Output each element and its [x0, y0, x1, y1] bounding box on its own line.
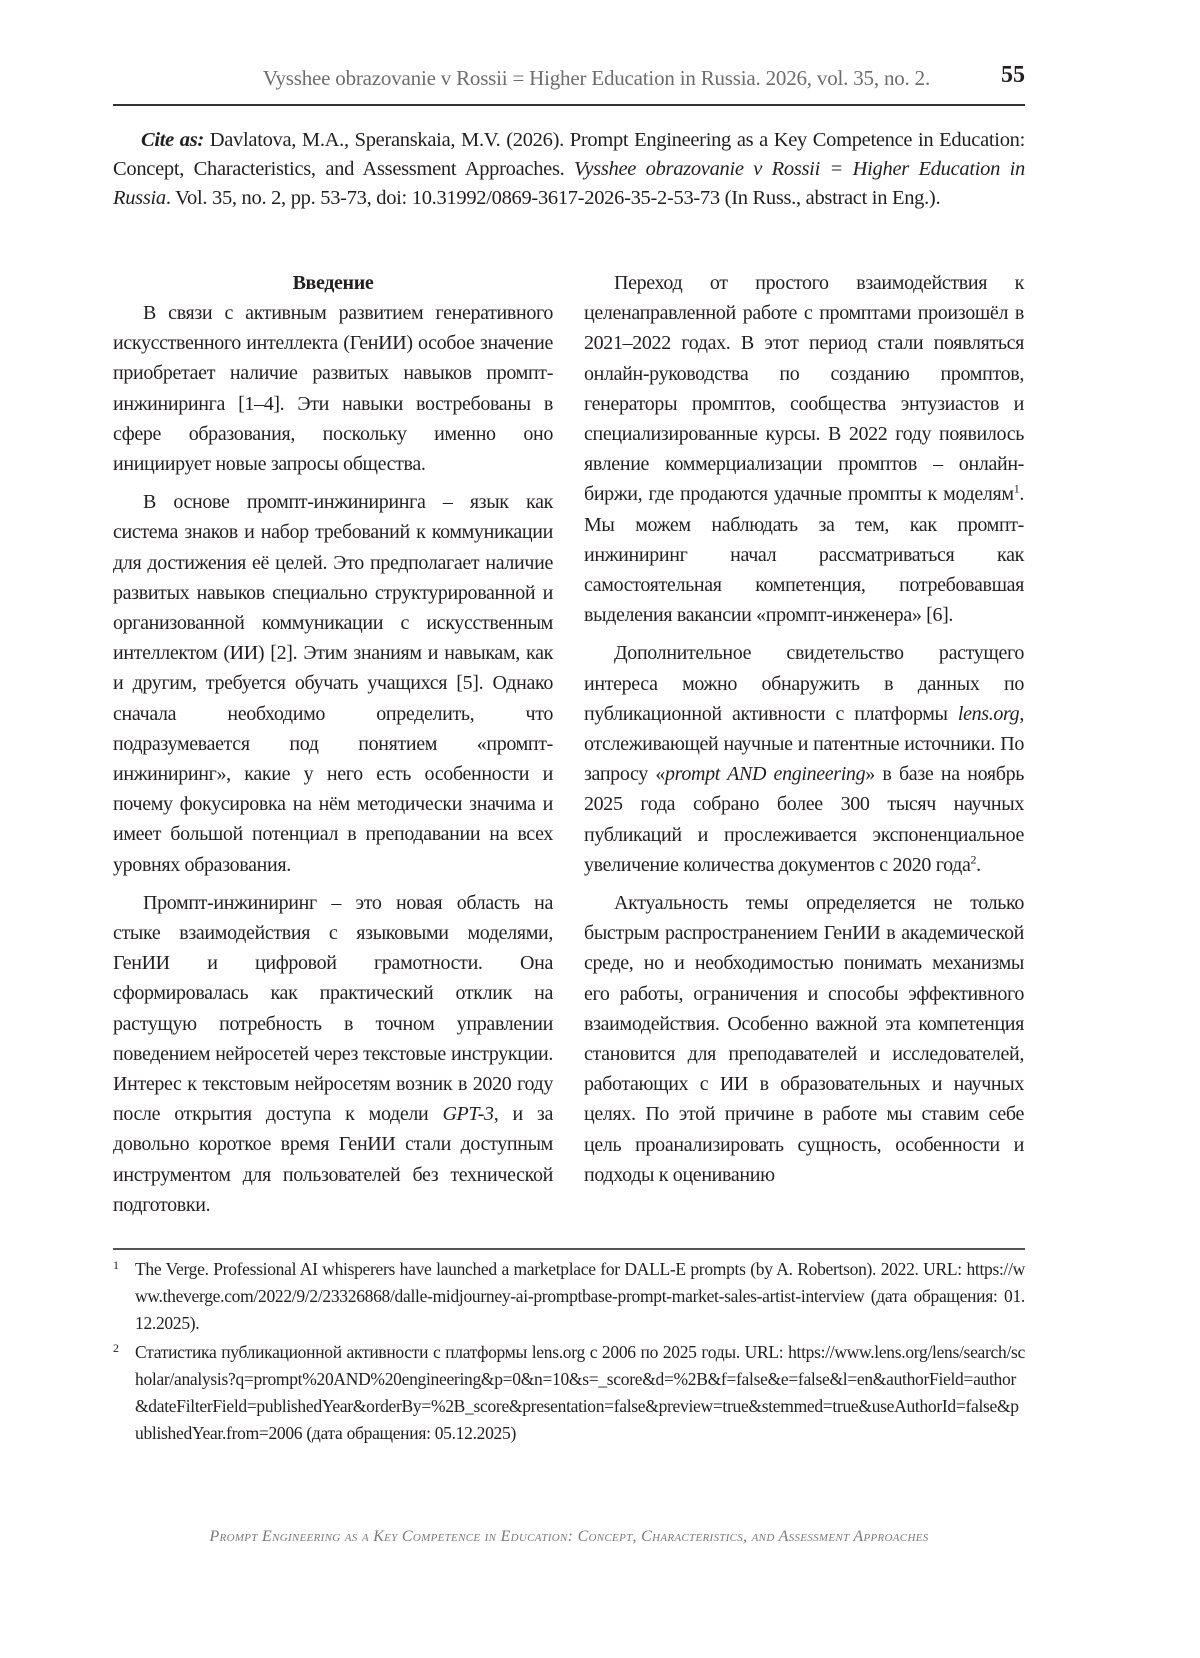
text-segment: Актуальность темы определяется не только быстрым распространением ГенИИ в академической среде, но и необходимостью понимать механизмы его работы, ограничения и способы эффективного взаимодействия. Особенно важной эта компетенция становится для преподавателей и исследователей, работающих с ИИ в образовательных и научных целях. По этой причине в работе мы ставим себе цель проанализировать сущность, особенности и подходы к оцениванию: [584, 892, 1024, 1186]
text-segment: В основе промпт-инжиниринга – язык как система знаков и набор требований к коммуникации для достижения её целей. Это предполагает наличие развитых навыков специально структурированной и организованной коммуникации с искусственным интеллектом (ИИ) [2]. Этим знаниям и навыкам, как и другим, требуется обучать учащихся [5]. Однако сначала необходимо определить, что подразумевается под понятием «промпт-инжиниринг», какие у него есть особенности и почему фокусировка на нём методически значима и имеет большой потенциал в преподавании на всех уровнях образования.: [113, 491, 553, 876]
text-segment: Переход от простого взаимодействия к целенаправленной работе с промптами произошёл в 2021–2022 годах. В этот период стали появляться онлайн-руководства по созданию промптов, генераторы промптов, сообщества энтузиастов и специализированные курсы. В 2022 году появилось явление коммерциализации промптов – онлайн-биржи, где продаются удачные промпты к моделям: [584, 272, 1024, 506]
footnote-text: Статистика публикационной активности с платформы lens.org с 2006 по 2025 годы. URL: https://www.lens.org/lens/search/scholar/analysis?q=prompt%20AND%20engineering&p=0&n=10&s=_score&d=%2B&f=false&e=false&l=en&authorField=author&dateFilterField=publishedYear&orderBy=%2B_score&presentation=false&preview=true&stemmed=true&useAuthorId=false&publishedYear.from=2006 (дата обращения: 05.12.2025): [135, 1342, 1025, 1443]
cite-details: . Vol. 35, no. 2, pp. 53-73, doi: 10.31992/0869-3617-2026-35-2-53-73 (In Russ., abstract in Eng.).: [165, 187, 941, 209]
text-segment: Дополнительное свидетельство растущего интереса можно обнаружить в данных по публикационной активности с платформы: [584, 642, 1024, 725]
footnote-text: The Verge. Professional AI whisperers have launched a marketplace for DALL-E prompts (by A. Robertson). 2022. URL: https://www.theverge.com/2022/9/2/23326868/dalle-midjourney-ai-promptbase-prompt-market-sales-artist-interview (дата обращения: 01.12.2025).: [135, 1259, 1025, 1333]
paragraph: [113, 487, 553, 880]
footnote: [113, 1256, 1025, 1337]
footnote: [113, 1339, 1025, 1447]
text-segment: , и за довольно короткое время ГенИИ стали доступным инструментом для пользователей без технической подготовки.: [113, 1103, 553, 1216]
cite-label: Cite as:: [141, 129, 204, 151]
running-header: [113, 58, 1025, 106]
text-segment: GPT-3: [442, 1103, 494, 1126]
cite-journal: Vysshee obrazovanie v Rossii = Higher Education in Russia: [113, 158, 1025, 209]
text-segment: В связи с активным развитием генеративного искусственного интеллекта (ГенИИ) особое значение приобретает наличие развитых навыков промпт-инжиниринга [1–4]. Эти навыки востребованы в сфере образования, поскольку именно оно инициирует новые запросы общества.: [113, 302, 553, 476]
citation-block: [113, 126, 1025, 213]
right-column: [584, 268, 1024, 1198]
footnote-divider: [113, 1248, 1025, 1250]
paragraph: [584, 888, 1024, 1190]
text-segment: .: [976, 853, 981, 876]
paragraph: [584, 638, 1024, 880]
footnote-ref: 1: [1013, 481, 1020, 496]
footnote-ref: 2: [970, 852, 977, 867]
page-number: 55: [1001, 62, 1025, 88]
text-segment: » в базе на ноябрь 2025 года собрано более 300 тысяч научных публикаций и прослеживается экспоненциальное увеличение количества документов с 2020 года: [584, 763, 1024, 876]
text-segment: , отслеживающей научные и патентные источники. По запросу «: [584, 702, 1024, 786]
text-segment: prompt AND engineering: [665, 763, 866, 786]
running-footer: Prompt Engineering as a Key Competence in Education: Concept, Characteristics, and Assessment Approaches: [209, 1528, 929, 1545]
footnote-number: 1: [113, 1258, 119, 1272]
text-segment: . Мы можем наблюдать за тем, как промпт-инжиниринг начал рассматриваться как самостоятельная компетенция, потребовавшая выделения вакансии «промпт-инженера» [6].: [584, 483, 1024, 627]
text-segment: lens.org: [957, 702, 1020, 725]
footnote-number: 2: [113, 1341, 119, 1355]
journal-title: Vysshee obrazovanie v Rossii = Higher Education in Russia. 2026, vol. 35, no. 2.: [262, 66, 930, 90]
cite-text: Davlatova, M.A., Speranskaia, M.V. (2026). Prompt Engineering as a Key Competence in Education: Concept, Characteristics, and Assessment Approaches.: [113, 129, 1025, 180]
section-heading: Введение: [292, 272, 374, 294]
footnotes: [113, 1256, 1025, 1449]
paragraph: [113, 888, 553, 1220]
paragraph: [113, 298, 553, 479]
left-column: [113, 268, 553, 1228]
paragraph: [584, 268, 1024, 630]
text-segment: Промпт-инжиниринг – это новая область на стыке взаимодействия с языковыми моделями, ГенИИ и цифровой грамотности. Она сформировалась как практический отклик на растущую потребность в точном управлении поведением нейросетей через текстовые инструкции. Интерес к текстовым нейросетям возник в 2020 году после открытия доступа к модели: [113, 891, 553, 1126]
